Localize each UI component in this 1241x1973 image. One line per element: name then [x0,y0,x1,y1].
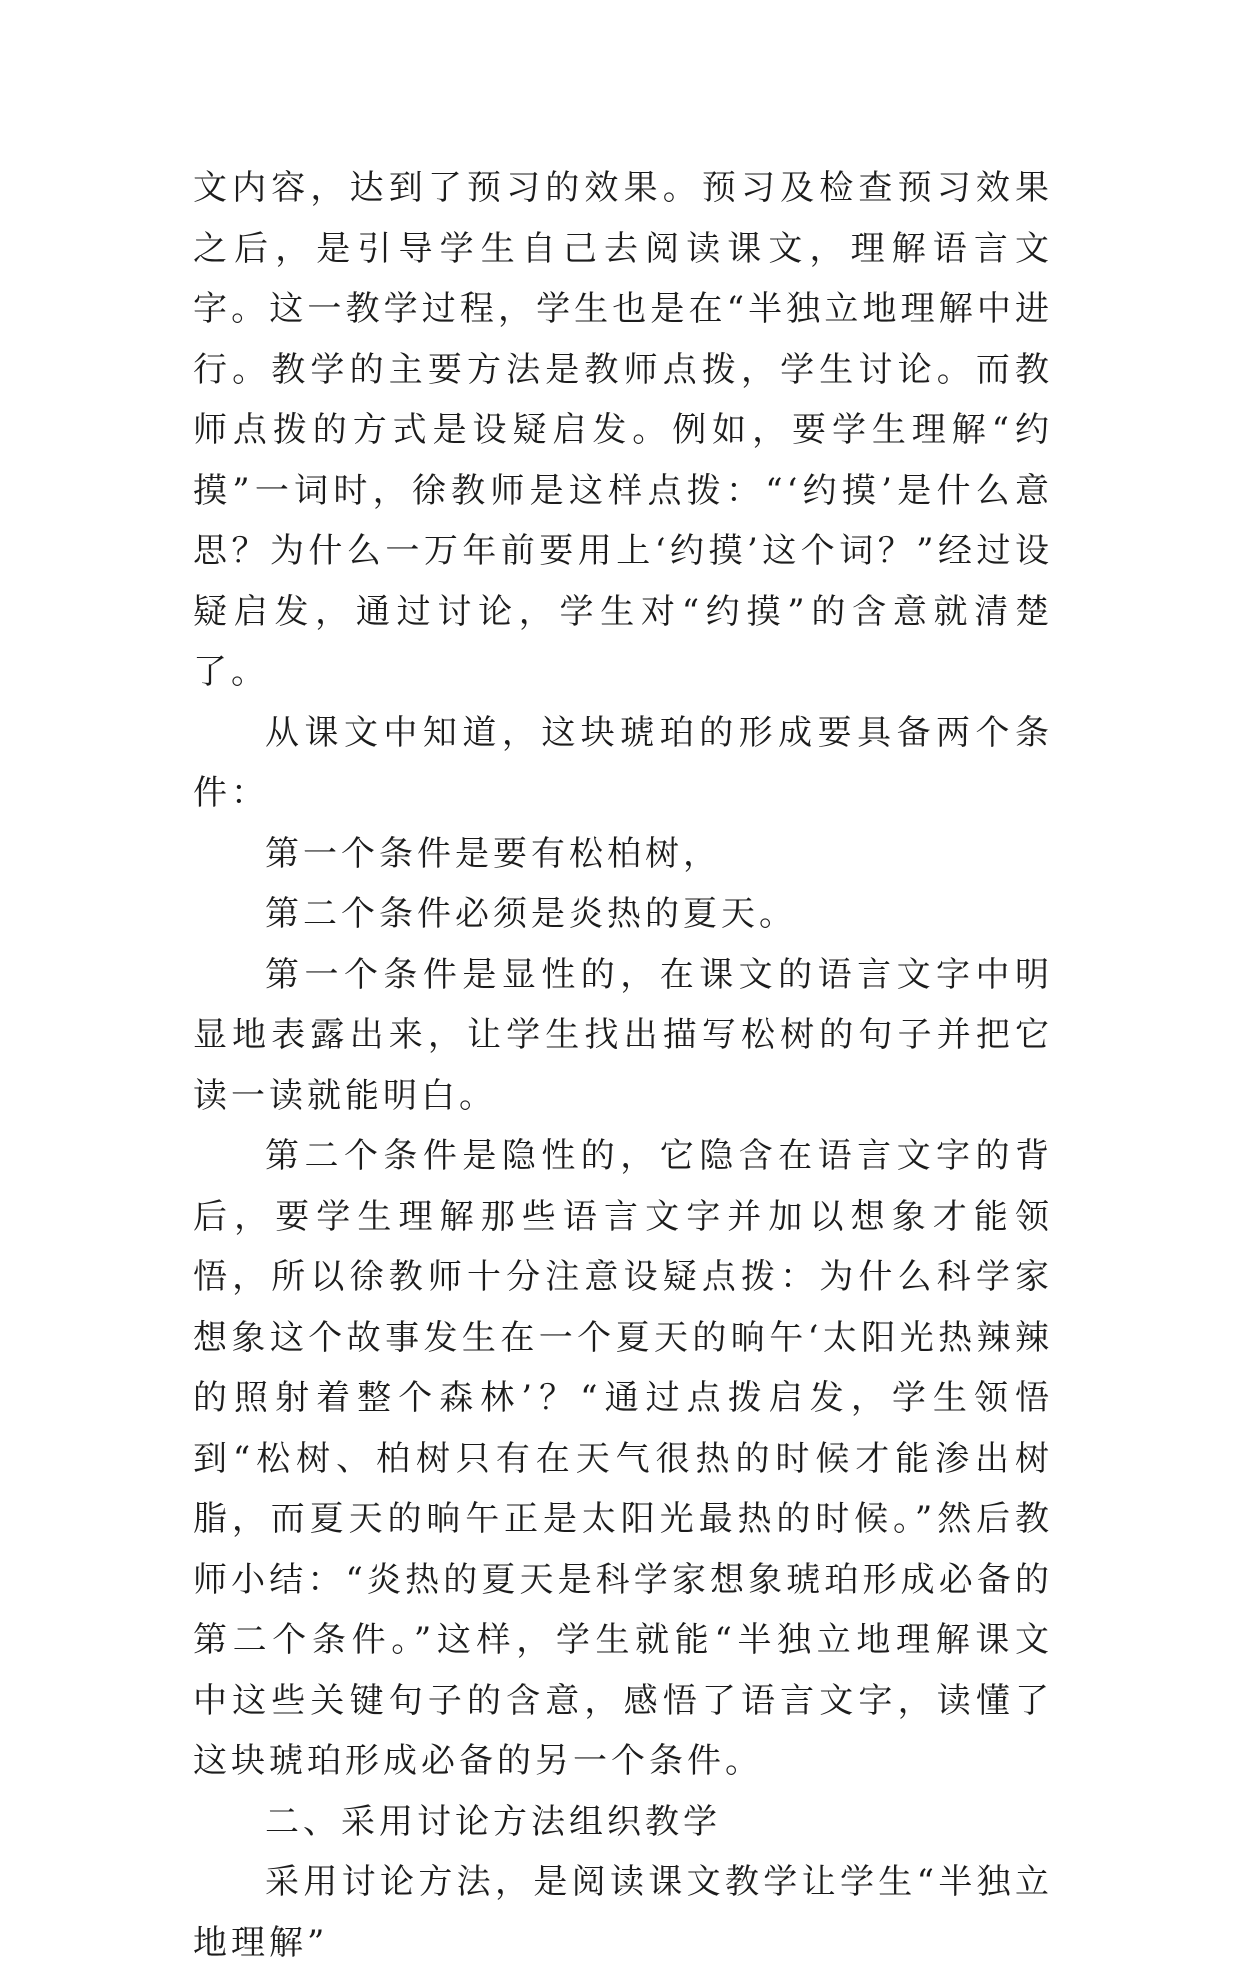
paragraph: 第二个条件是隐性的，它隐含在语言文字的背后，要学生理解那些语言文字并加以想象才能领悟，所以徐教师十分注意设疑点拨：为什么科学家想象这个故事发生在一个夏天的晌午‘太阳光热辣辣的照射着整个森林’？“通过点拨启发，学生领悟到“松树、柏树只有在天气很热的时候才能渗出树脂，而夏天的晌午正是太阳光最热的时候。”然后教师小结：“炎热的夏天是科学家想象琥珀形成必备的第二个条件。”这样，学生就能“半独立地理解课文中这些关键句子的含意，感悟了语言文字，读懂了这块琥珀形成必备的另一个条件。 [193,1136,1053,1781]
paragraph: 第二个条件必须是炎热的夏天。 [265,894,797,934]
paragraph: 文内容，达到了预习的效果。预习及检查预习效果之后，是引导学生自己去阅读课文，理解语言文字。这一教学过程，学生也是在“半独立地理解中进行。教学的主要方法是教师点拨，学生讨论。而教师点拨的方式是设疑启发。例如，要学生理解“约摸”一词时，徐教师是这样点拨：“‘约摸’是什么意思？为什么一万年前要用上‘约摸’这个词？”经过设疑启发，通过讨论，学生对“约摸”的含意就清楚了。 [193,168,1053,692]
paragraph: 从课文中知道，这块琥珀的形成要具备两个条件： [193,712,1053,813]
paragraph: 采用讨论方法，是阅读课文教学让学生“半独立地理解” [193,1862,1053,1963]
section-heading: 二、采用讨论方法组织教学 [265,1801,721,1842]
paragraph: 第一个条件是要有松柏树， [265,833,721,874]
paragraph: 第一个条件是显性的，在课文的语言文字中明显地表露出来，让学生找出描写松树的句子并把它读一读就能明白。 [193,954,1053,1116]
document-body [193,158,1053,1973]
